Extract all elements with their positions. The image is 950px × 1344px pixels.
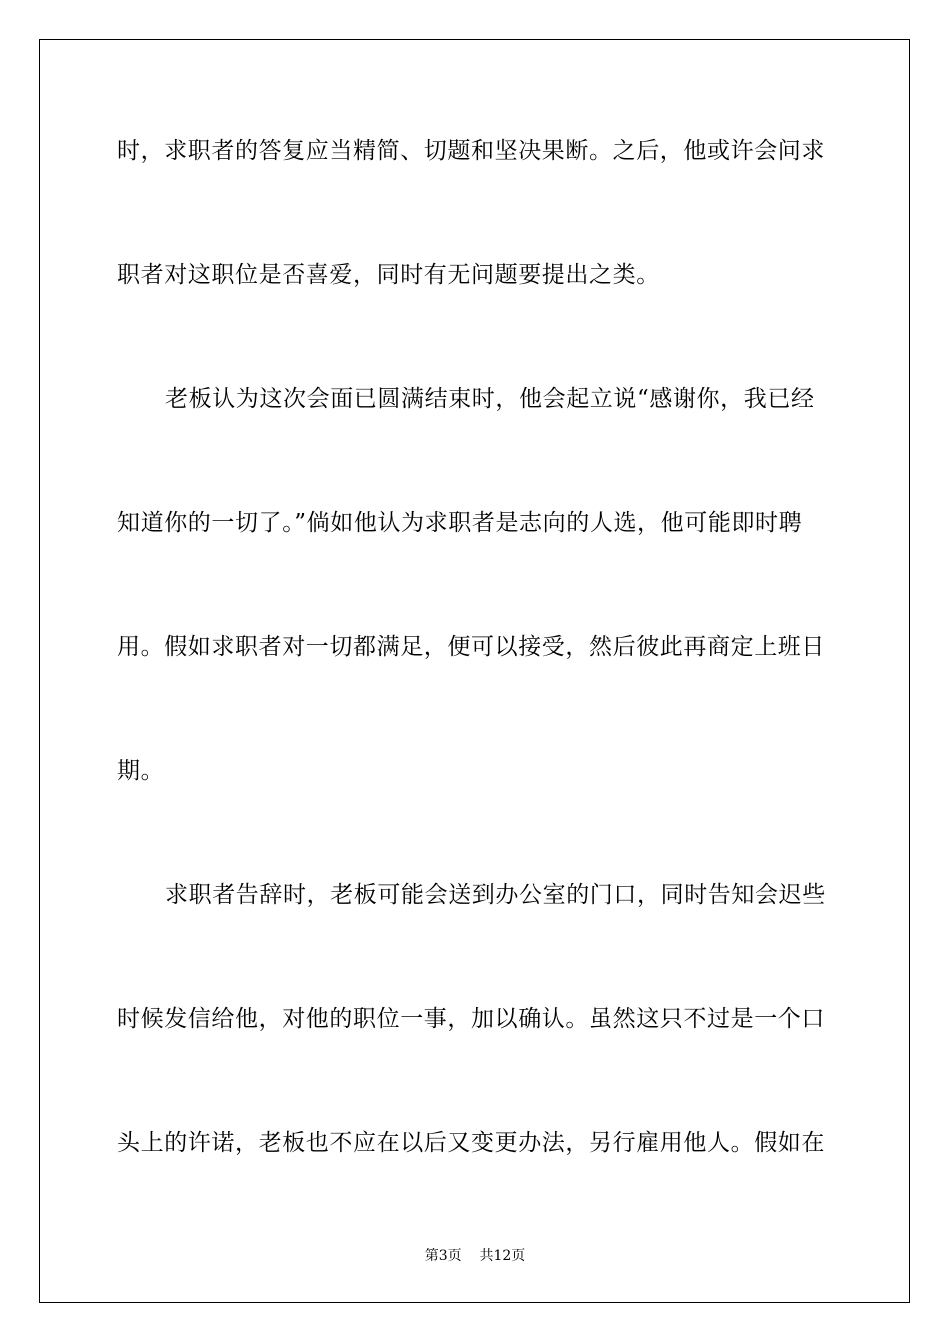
text-line: 时，求职者的答复应当精简、切题和坚决果断。之后，他或许会问求: [117, 138, 825, 164]
page-number-footer: 第3页 共12页: [424, 1248, 526, 1264]
page-border: [39, 39, 910, 1303]
text-line: 老板认为这次会面已圆满结束时，他会起立说“感谢你，我已经: [165, 386, 815, 412]
text-line: 头上的许诺，老板也不应在以后又变更办法，另行雇用他人。假如在: [117, 1130, 825, 1156]
text-line: 知道你的一切了。”倘如他认为求职者是志向的人选，他可能即时聘: [117, 510, 803, 536]
text-line: 职者对这职位是否喜爱，同时有无问题要提出之类。: [117, 262, 660, 288]
text-line: 求职者告辞时，老板可能会送到办公室的门口，同时告知会迟些: [165, 882, 826, 908]
text-line: 用。假如求职者对一切都满足，便可以接受，然后彼此再商定上班日: [117, 634, 825, 660]
text-line: 期。: [117, 758, 165, 784]
text-line: 时候发信给他，对他的职位一事，加以确认。虽然这只不过是一个口: [117, 1006, 825, 1032]
